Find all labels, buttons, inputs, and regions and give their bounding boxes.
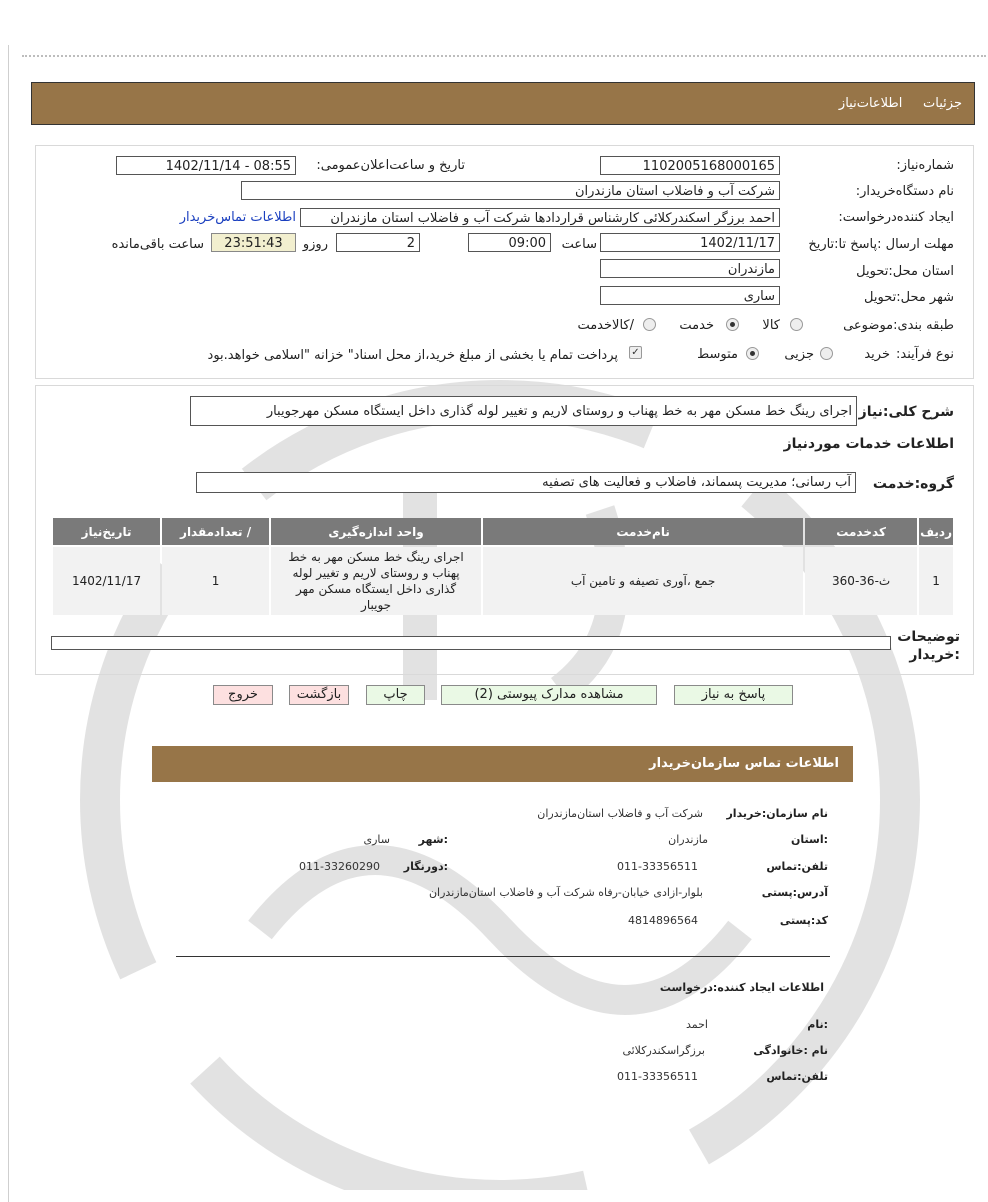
contact-phone-value: 011-33356511 xyxy=(617,860,698,873)
remaining-timer: 23:51:43 xyxy=(211,233,296,252)
contact-fax-value: 011-33260290 xyxy=(299,860,380,873)
contact-postal-value: 4814896564 xyxy=(628,914,698,927)
province-field: مازندران xyxy=(600,259,780,278)
col-need-date: تاریخ‌نیاز xyxy=(53,518,160,545)
days-label: روزو xyxy=(302,237,328,252)
cell-quantity: 1 xyxy=(162,547,269,615)
category-service-label: خدمت xyxy=(679,318,714,333)
buyer-notes-label: توضیحات :خریدار xyxy=(897,629,960,663)
need-number-label: شماره‌نیاز: xyxy=(896,158,954,173)
contact-city-label: :شهر xyxy=(418,833,448,846)
deadline-hour-field: 09:00 xyxy=(468,233,551,252)
process-label: نوع فرآیند: xyxy=(896,347,954,362)
contact-org-value: شرکت آب و فاضلاب استان‌مازندران xyxy=(537,807,703,820)
general-desc-field: اجرای رینگ خط مسکن مهر به خط پهناب و روستای لاریم و تغییر لوله گذاری داخل ایستگاه مسکن مهرجویبار xyxy=(190,396,857,426)
page-top-divider xyxy=(22,55,986,57)
buyer-contact-link[interactable]: اطلاعات تماس‌خریدار xyxy=(179,210,296,225)
creator-phone-label: تلفن:تماس xyxy=(766,1070,828,1083)
print-button[interactable]: چاپ xyxy=(366,685,425,705)
buyer-notes-field xyxy=(51,636,891,650)
service-group-field: آب رسانی؛ مدیریت پسماند، فاضلاب و فعالیت های تصفیه xyxy=(196,472,856,493)
deadline-hour-label: ساعت xyxy=(561,237,597,252)
process-minor-label: جزیی xyxy=(784,347,814,362)
col-unit: واحد اندازه‌گیری xyxy=(271,518,481,545)
page-left-border xyxy=(8,45,9,1202)
creator-family-label: نام :خانوادگی xyxy=(753,1044,828,1057)
contact-province-value: مازندران xyxy=(668,833,708,846)
contact-address-value: بلوار-ازادی خیابان-رفاه شرکت آب و فاضلاب استان‌مازندران xyxy=(428,886,703,899)
category-goods-label: کالا xyxy=(762,318,780,333)
need-info-header xyxy=(31,82,975,125)
reply-button[interactable]: پاسخ به نیاز xyxy=(674,685,793,705)
announce-label: تاریخ و ساعت‌اعلان‌عمومی: xyxy=(316,158,465,173)
table-row xyxy=(53,547,953,615)
cell-unit: اجرای رینگ خط مسکن مهر به خط پهناب و روستای لاریم و تغییر لوله گذاری داخل ایستگاه مسکن مهر جویبار xyxy=(271,547,481,615)
service-group-label: گروه:خدمت xyxy=(872,476,954,492)
contact-address-label: آدرس:پستی xyxy=(761,886,828,899)
need-info-tab[interactable]: اطلاعات‌نیاز xyxy=(838,96,903,111)
category-both-radio[interactable] xyxy=(643,318,656,331)
buyer-org-field: شرکت آب و فاضلاب استان مازندران xyxy=(241,181,780,200)
treasury-payment-note: پرداخت تمام یا بخشی از مبلغ خرید،از محل اسناد" خزانه "اسلامی خواهد.بود xyxy=(207,348,618,363)
process-minor-radio[interactable] xyxy=(820,347,833,360)
contact-phone-label: تلفن:تماس xyxy=(766,860,828,873)
details-link[interactable]: جزئیات xyxy=(923,96,962,111)
contact-fax-label: :دورنگار xyxy=(403,860,448,873)
col-service-code: کدخدمت xyxy=(805,518,917,545)
need-number-field: 1102005168000165 xyxy=(600,156,780,175)
process-medium-radio[interactable] xyxy=(746,347,759,360)
col-service-name: نام‌خدمت xyxy=(483,518,803,545)
requester-label: ایجاد کننده‌درخواست: xyxy=(838,210,954,225)
cell-service-code: ث-36-360 xyxy=(805,547,917,615)
services-heading: اطلاعات خدمات موردنیاز xyxy=(783,436,954,452)
buyer-org-label: نام دستگاه‌خریدار: xyxy=(855,184,954,199)
category-goods-radio[interactable] xyxy=(790,318,803,331)
col-index: ردیف xyxy=(919,518,953,545)
process-buy-label: خرید xyxy=(864,347,890,362)
creator-phone-value: 011-33356511 xyxy=(617,1070,698,1083)
cell-index: 1 xyxy=(919,547,953,615)
general-desc-label: شرح کلی:نیاز xyxy=(858,404,954,420)
contact-postal-label: کد:پستی xyxy=(779,914,828,927)
creator-heading: اطلاعات ایجاد کننده:درخواست xyxy=(659,981,824,994)
requester-field: احمد برزگر اسکندرکلائی کارشناس قراردادها شرکت آب و فاضلاب استان مازندران xyxy=(300,208,780,227)
col-quantity: / تعدادمقدار xyxy=(162,518,269,545)
contact-province-label: :استان xyxy=(791,833,828,846)
treasury-payment-checkbox[interactable]: ✓ xyxy=(629,346,642,359)
process-medium-label: متوسط xyxy=(697,347,738,362)
city-field: ساری xyxy=(600,286,780,305)
contact-city-value: ساری xyxy=(363,833,390,846)
category-service-radio[interactable] xyxy=(726,318,739,331)
city-label: شهر محل:تحویل xyxy=(864,290,954,305)
contact-org-label: نام سازمان:خریدار xyxy=(726,807,828,820)
contact-heading: اطلاعات تماس سازمان‌خریدار xyxy=(649,756,839,771)
deadline-date-field: 1402/11/17 xyxy=(600,233,780,252)
cell-service-name: جمع ،آوری تصیفه و تامین آب xyxy=(483,547,803,615)
creator-name-value: احمد xyxy=(686,1018,708,1031)
services-table xyxy=(51,516,955,617)
contact-separator xyxy=(176,956,830,957)
creator-family-value: برزگراسکندرکلائی xyxy=(622,1044,705,1057)
back-button[interactable]: بازگشت xyxy=(289,685,349,705)
attachments-button[interactable]: مشاهده مدارک پیوستی (2) xyxy=(441,685,657,705)
remaining-label: ساعت باقی‌مانده xyxy=(111,237,204,252)
category-both-label: /کالاخدمت xyxy=(577,318,634,333)
contact-header xyxy=(152,746,853,782)
category-label: طبقه بندی:موضوعی xyxy=(843,318,954,333)
table-header-row xyxy=(53,518,953,545)
province-label: استان محل:تحویل xyxy=(856,264,954,279)
announce-field: 1402/11/14 - 08:55 xyxy=(116,156,296,175)
days-field: 2 xyxy=(336,233,420,252)
cell-need-date: 1402/11/17 xyxy=(53,547,160,615)
exit-button[interactable]: خروج xyxy=(213,685,273,705)
deadline-label: مهلت ارسال :پاسخ تا:تاریخ xyxy=(808,237,954,252)
creator-name-label: :نام xyxy=(807,1018,828,1031)
